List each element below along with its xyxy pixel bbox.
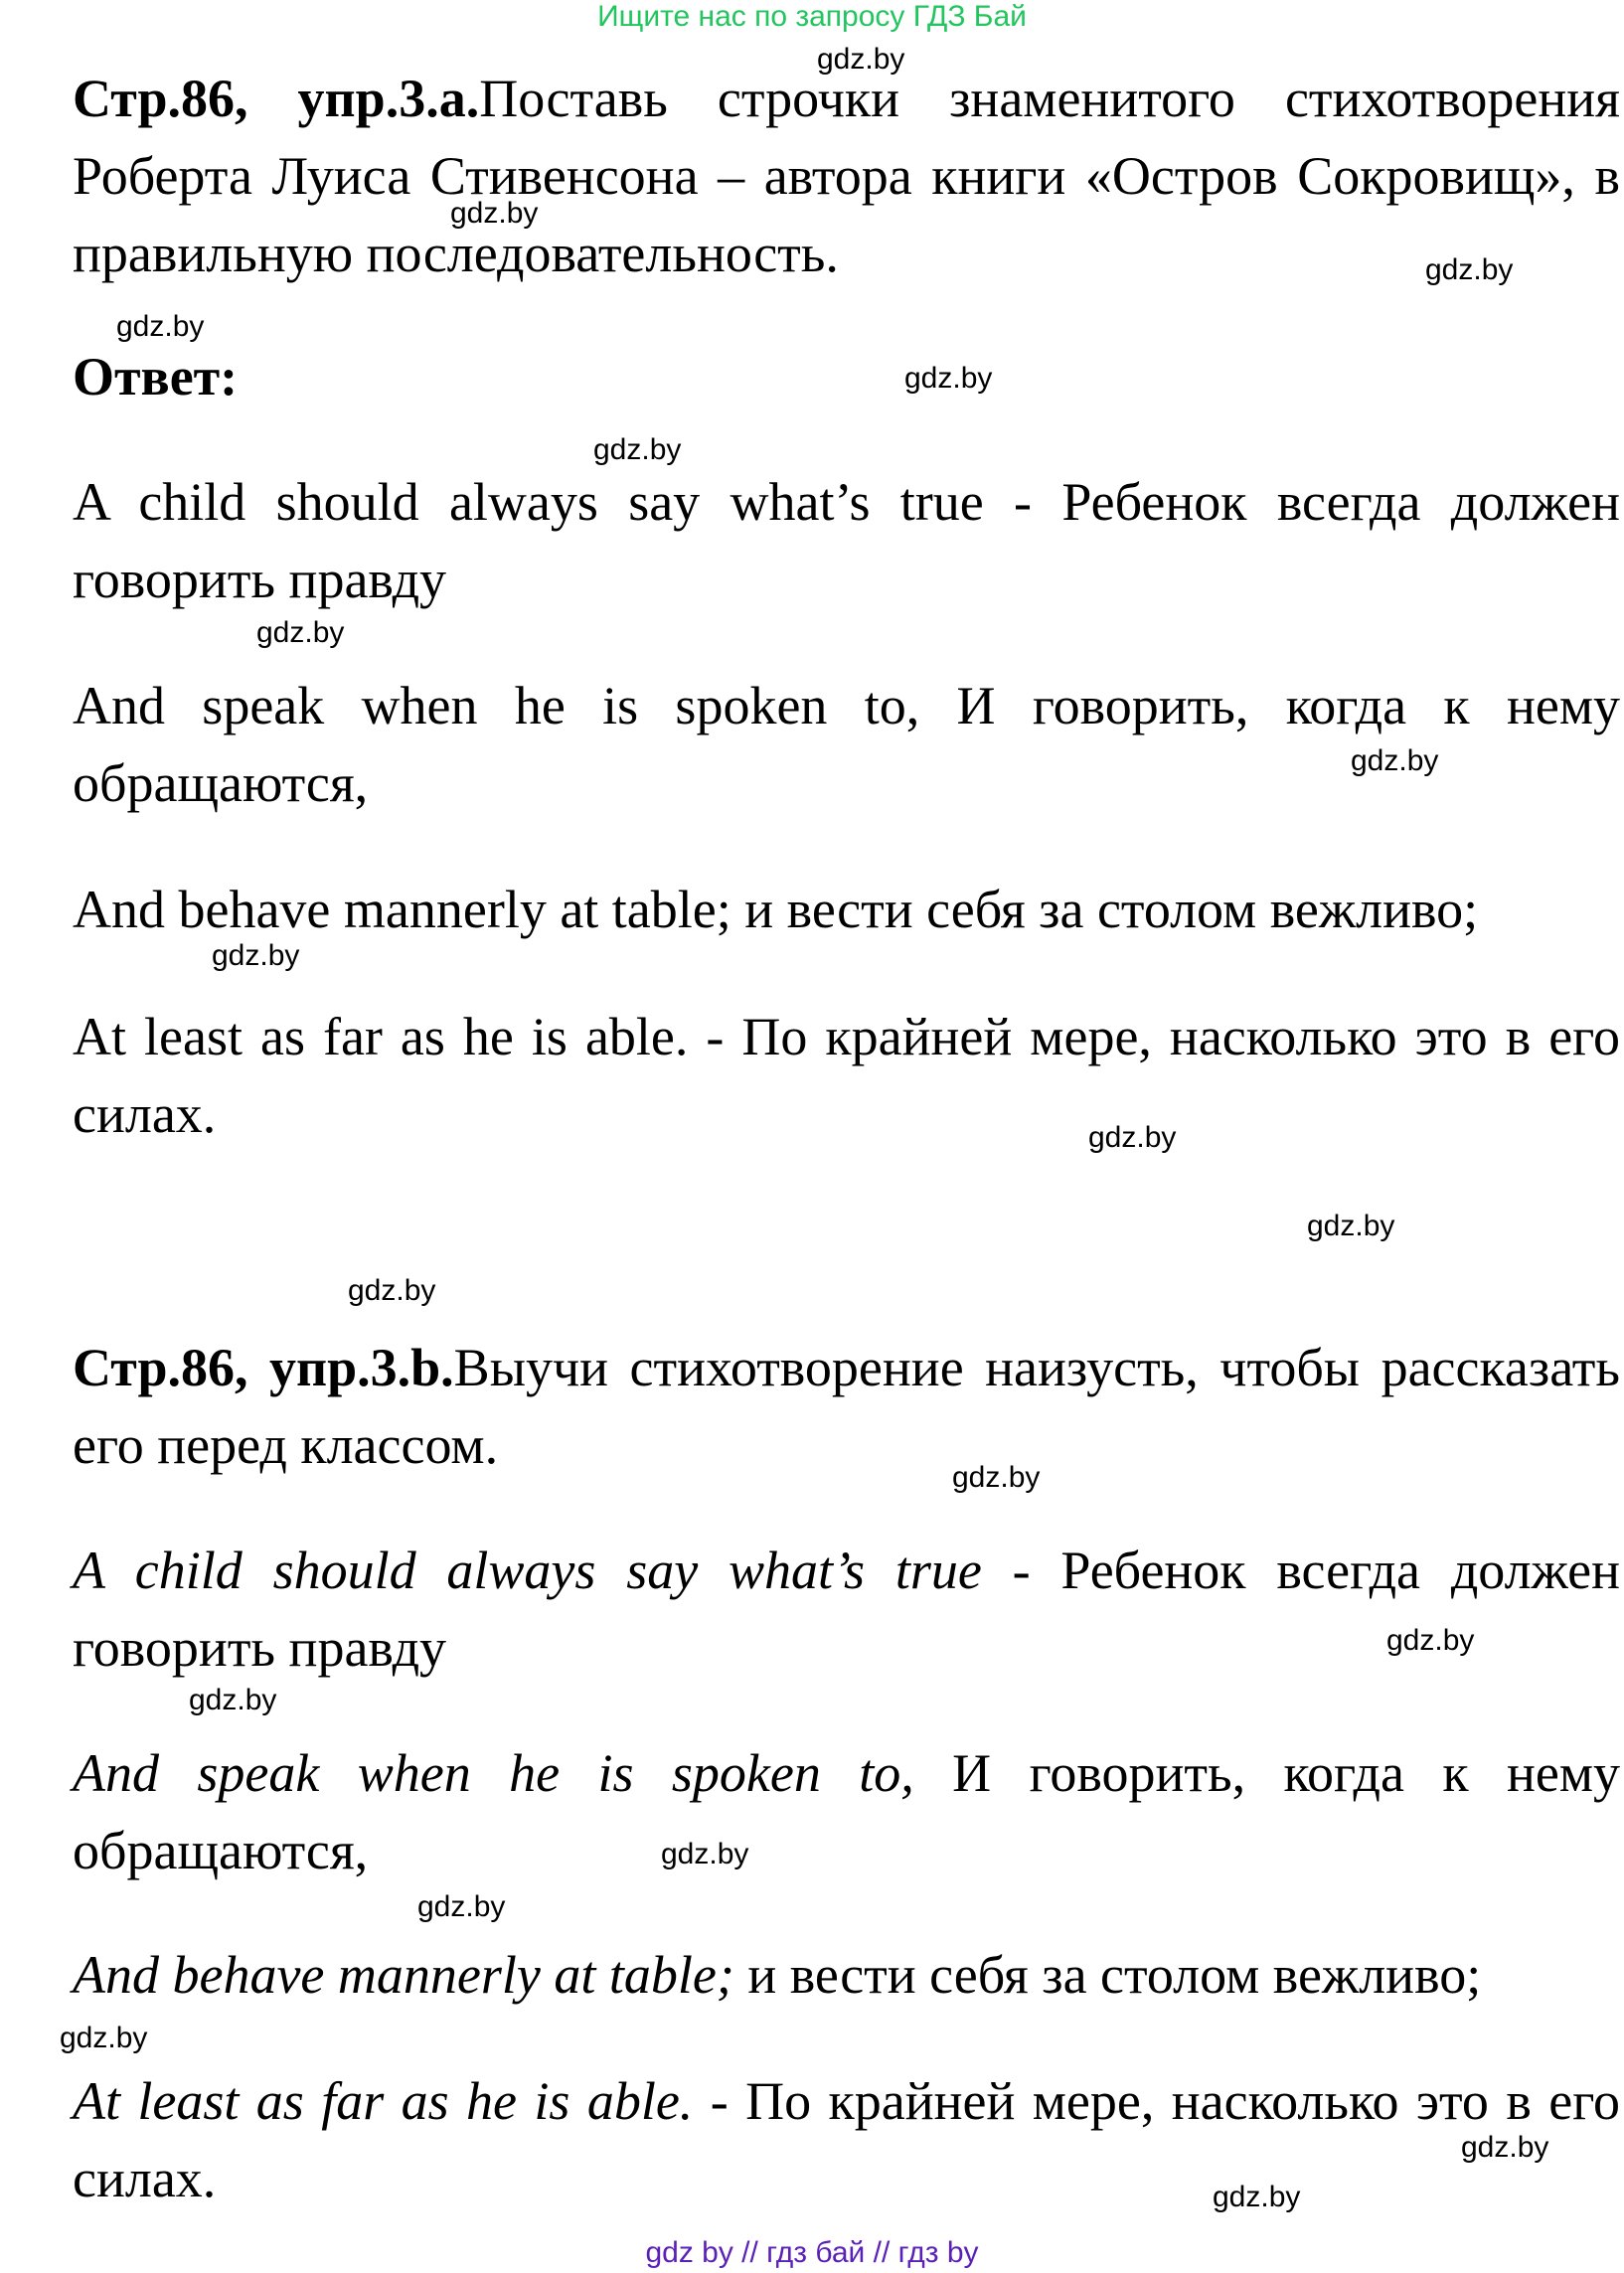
- poem-b-line-3-ru: и вести себя за столом вежливо;: [747, 1945, 1482, 2005]
- poem-b-line-2-ru: И говорить, когда к нему обращаются,: [73, 1743, 1620, 1880]
- watermark: gdz.by: [817, 43, 905, 76]
- answer-label: Ответ:: [73, 347, 239, 406]
- poem-b-line-4: [73, 2062, 1620, 2217]
- exercise-3a-task: [73, 60, 1620, 292]
- separator: -: [983, 472, 1062, 532]
- poem-b-line-1-ru: Ребенок всегда должен говорить правду: [73, 1541, 1620, 1678]
- separator: -: [693, 2071, 746, 2131]
- watermark: gdz.by: [189, 1684, 277, 1716]
- poem-a-line-4-ru: По крайней мере, насколько это в его силах.: [73, 1007, 1620, 1144]
- watermark: gdz.by: [1213, 2181, 1301, 2213]
- separator: -: [688, 1007, 742, 1066]
- poem-a-line-1: [73, 463, 1620, 618]
- poem-a-line-4: [73, 998, 1620, 1153]
- poem-b-line-4-ru: По крайней мере, насколько это в его силах.: [73, 2071, 1620, 2208]
- watermark: gdz.by: [1351, 744, 1439, 777]
- poem-b-line-2: [73, 1734, 1620, 1889]
- poem-b-line-2-en: And speak when he is spoken to,: [73, 1743, 914, 1803]
- poem-b-line-1-en: A child should always say what’s true: [73, 1541, 982, 1600]
- separator: [731, 880, 745, 939]
- exercise-3a-heading: Стр.86, упр.3.a.: [73, 69, 480, 128]
- footer-links[interactable]: gdz by // гдз бай // гдз by: [645, 2236, 979, 2269]
- poem-a-line-2-en: And speak when he is spoken to,: [73, 676, 920, 735]
- watermark: gdz.by: [1307, 1210, 1395, 1242]
- watermark: gdz.by: [116, 310, 205, 343]
- poem-a-line-2-ru: И говорить, когда к нему обращаются,: [73, 676, 1620, 813]
- watermark: gdz.by: [450, 197, 539, 230]
- watermark: gdz.by: [952, 1461, 1041, 1494]
- poem-a-line-1-ru: Ребенок всегда должен говорить правду: [73, 472, 1620, 609]
- watermark: gdz.by: [1425, 253, 1514, 286]
- poem-b-line-1: [73, 1532, 1620, 1687]
- watermark: gdz.by: [1088, 1121, 1177, 1154]
- separator: [919, 676, 956, 735]
- poem-b-line-3-en: And behave mannerly at table;: [73, 1945, 734, 2005]
- separator: -: [981, 1541, 1061, 1600]
- poem-a-line-1-en: A child should always say what’s true: [73, 472, 984, 532]
- watermark: gdz.by: [1386, 1624, 1475, 1657]
- poem-b-line-3: [73, 1936, 1620, 2014]
- watermark: gdz.by: [212, 939, 300, 972]
- poem-a-line-3-en: And behave mannerly at table;: [73, 880, 731, 939]
- poem-a-line-3: [73, 871, 1620, 948]
- search-banner[interactable]: Ищите нас по запросу ГДЗ Бай: [597, 0, 1027, 33]
- watermark: gdz.by: [593, 433, 682, 466]
- watermark: gdz.by: [904, 362, 993, 395]
- exercise-3b-task: [73, 1329, 1620, 1484]
- watermark: gdz.by: [1461, 2131, 1549, 2164]
- exercise-3b-text: Выучи стихотворение наизусть, чтобы рассказать его перед классом.: [73, 1338, 1620, 1475]
- watermark: gdz.by: [60, 2022, 148, 2054]
- poem-a-line-4-en: At least as far as he is able.: [73, 1007, 689, 1066]
- separator: [734, 1945, 748, 2005]
- watermark: gdz.by: [661, 1838, 749, 1870]
- exercise-3a-text: Поставь строчки знаменитого стихотворения Роберта Луиса Стивенсона – автора книги «Остров Сокровищ», в правильную последовательность.: [73, 69, 1620, 283]
- separator: [914, 1743, 952, 1803]
- watermark: gdz.by: [417, 1890, 506, 1923]
- watermark: gdz.by: [348, 1274, 436, 1307]
- exercise-3b-heading: Стр.86, упр.3.b.: [73, 1338, 454, 1397]
- poem-b-line-4-en: At least as far as he is able.: [73, 2071, 694, 2131]
- watermark: gdz.by: [256, 616, 345, 649]
- poem-a-line-3-ru: и вести себя за столом вежливо;: [744, 880, 1479, 939]
